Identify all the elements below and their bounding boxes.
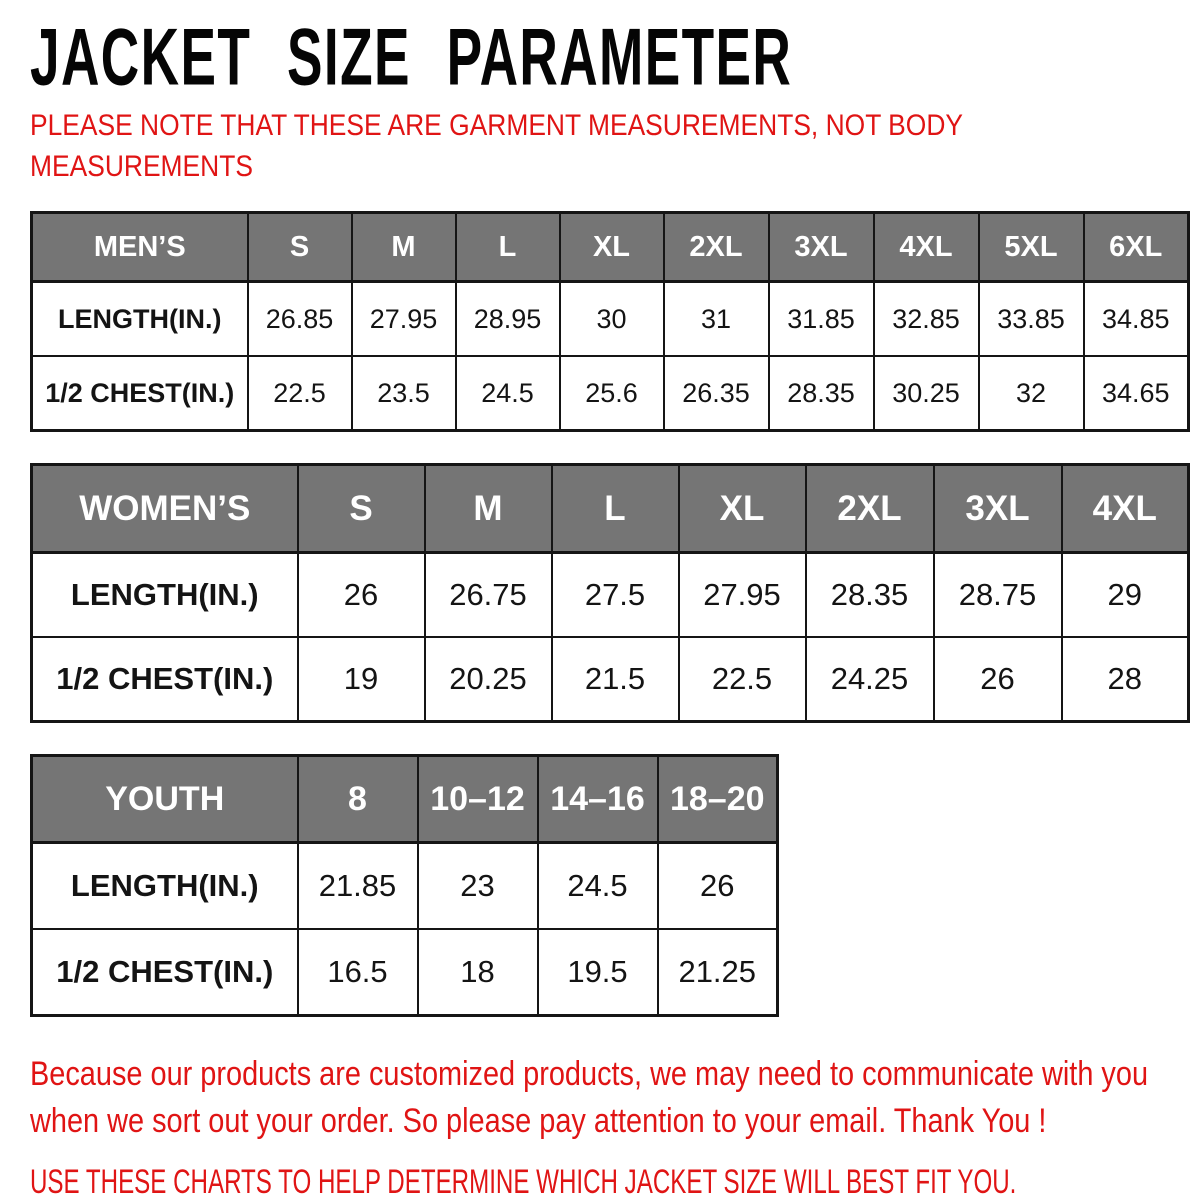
- mens-size-header: 2XL: [664, 213, 769, 282]
- measurement-cell: 27.5: [552, 553, 679, 638]
- measurement-cell: 30: [560, 282, 664, 357]
- mens-size-header: 6XL: [1084, 213, 1189, 282]
- mens-header-row: [32, 213, 1189, 282]
- womens-size-header: M: [425, 465, 552, 553]
- row-label: LENGTH(IN.): [32, 282, 248, 357]
- womens-size-header: 3XL: [934, 465, 1062, 553]
- measurement-cell: 26: [934, 637, 1062, 722]
- measurement-cell: 20.25: [425, 637, 552, 722]
- womens-size-header: L: [552, 465, 679, 553]
- page-title: [30, 12, 1200, 103]
- mens-size-header: L: [456, 213, 560, 282]
- measurement-cell: 19: [298, 637, 425, 722]
- customization-note: [30, 1051, 1200, 1145]
- customization-note-text: Because our products are customized products, we may need to communicate with you when we sort out your order. So please pay attention to your email. Thank You !: [30, 1055, 1149, 1140]
- measurement-cell: 27.95: [679, 553, 806, 638]
- womens-table-title: WOMEN’S: [32, 465, 298, 553]
- youth-header-row: [32, 756, 778, 843]
- measurement-cell: 22.5: [679, 637, 806, 722]
- measurement-cell: 28: [1062, 637, 1189, 722]
- mens-size-header: M: [352, 213, 456, 282]
- measurement-cell: 34.85: [1084, 282, 1189, 357]
- measurement-cell: 21.5: [552, 637, 679, 722]
- measurement-cell: 28.35: [769, 356, 874, 431]
- row-label: 1/2 CHEST(IN.): [32, 929, 298, 1016]
- mens-length-row: [32, 282, 1189, 357]
- garment-measurement-note: [30, 106, 1200, 187]
- measurement-cell: 23: [418, 843, 538, 930]
- row-label: LENGTH(IN.): [32, 553, 298, 638]
- measurement-cell: 24.25: [806, 637, 934, 722]
- measurement-cell: 19.5: [538, 929, 658, 1016]
- womens-size-header: 2XL: [806, 465, 934, 553]
- row-label: 1/2 CHEST(IN.): [32, 356, 248, 431]
- measurement-cell: 27.95: [352, 282, 456, 357]
- mens-size-header: S: [248, 213, 352, 282]
- youth-size-header: 14–16: [538, 756, 658, 843]
- measurement-cell: 16.5: [298, 929, 418, 1016]
- measurement-cell: 22.5: [248, 356, 352, 431]
- measurement-cell: 24.5: [538, 843, 658, 930]
- measurement-cell: 28.35: [806, 553, 934, 638]
- womens-size-header: 4XL: [1062, 465, 1189, 553]
- measurement-cell: 32.85: [874, 282, 979, 357]
- measurement-cell: 26.85: [248, 282, 352, 357]
- measurement-cell: 25.6: [560, 356, 664, 431]
- measurement-cell: 21.85: [298, 843, 418, 930]
- garment-measurement-note-text: PLEASE NOTE THAT THESE ARE GARMENT MEASUREMENTS, NOT BODY MEASUREMENTS: [30, 109, 963, 183]
- measurement-cell: 26.35: [664, 356, 769, 431]
- measurement-cell: 28.75: [934, 553, 1062, 638]
- row-label: LENGTH(IN.): [32, 843, 298, 930]
- mens-chest-row: [32, 356, 1189, 431]
- mens-size-header: 4XL: [874, 213, 979, 282]
- mens-size-table: [30, 211, 1190, 432]
- womens-length-row: [32, 553, 1189, 638]
- measurement-cell: 33.85: [979, 282, 1084, 357]
- fit-advice-note-text: USE THESE CHARTS TO HELP DETERMINE WHICH JACKET SIZE WILL BEST FIT YOU.: [30, 1162, 1017, 1201]
- youth-chest-row: [32, 929, 778, 1016]
- measurement-cell: 21.25: [658, 929, 778, 1016]
- mens-size-header: 5XL: [979, 213, 1084, 282]
- youth-size-table: [30, 754, 779, 1017]
- mens-size-header: 3XL: [769, 213, 874, 282]
- womens-size-header: S: [298, 465, 425, 553]
- womens-header-row: [32, 465, 1189, 553]
- measurement-cell: 28.95: [456, 282, 560, 357]
- womens-size-table: [30, 463, 1190, 723]
- womens-size-header: XL: [679, 465, 806, 553]
- page-title-text: JACKET SIZE PARAMETER: [30, 12, 793, 103]
- measurement-cell: 34.65: [1084, 356, 1189, 431]
- measurement-cell: 29: [1062, 553, 1189, 638]
- measurement-cell: 18: [418, 929, 538, 1016]
- measurement-cell: 26: [298, 553, 425, 638]
- womens-chest-row: [32, 637, 1189, 722]
- fit-advice-note: [30, 1163, 1200, 1202]
- youth-table-title: YOUTH: [32, 756, 298, 843]
- youth-length-row: [32, 843, 778, 930]
- measurement-cell: 26: [658, 843, 778, 930]
- measurement-cell: 31.85: [769, 282, 874, 357]
- measurement-cell: 24.5: [456, 356, 560, 431]
- measurement-cell: 23.5: [352, 356, 456, 431]
- measurement-cell: 30.25: [874, 356, 979, 431]
- mens-size-header: XL: [560, 213, 664, 282]
- measurement-cell: 32: [979, 356, 1084, 431]
- youth-size-header: 18–20: [658, 756, 778, 843]
- mens-table-title: MEN’S: [32, 213, 248, 282]
- measurement-cell: 31: [664, 282, 769, 357]
- youth-size-header: 8: [298, 756, 418, 843]
- youth-size-header: 10–12: [418, 756, 538, 843]
- measurement-cell: 26.75: [425, 553, 552, 638]
- row-label: 1/2 CHEST(IN.): [32, 637, 298, 722]
